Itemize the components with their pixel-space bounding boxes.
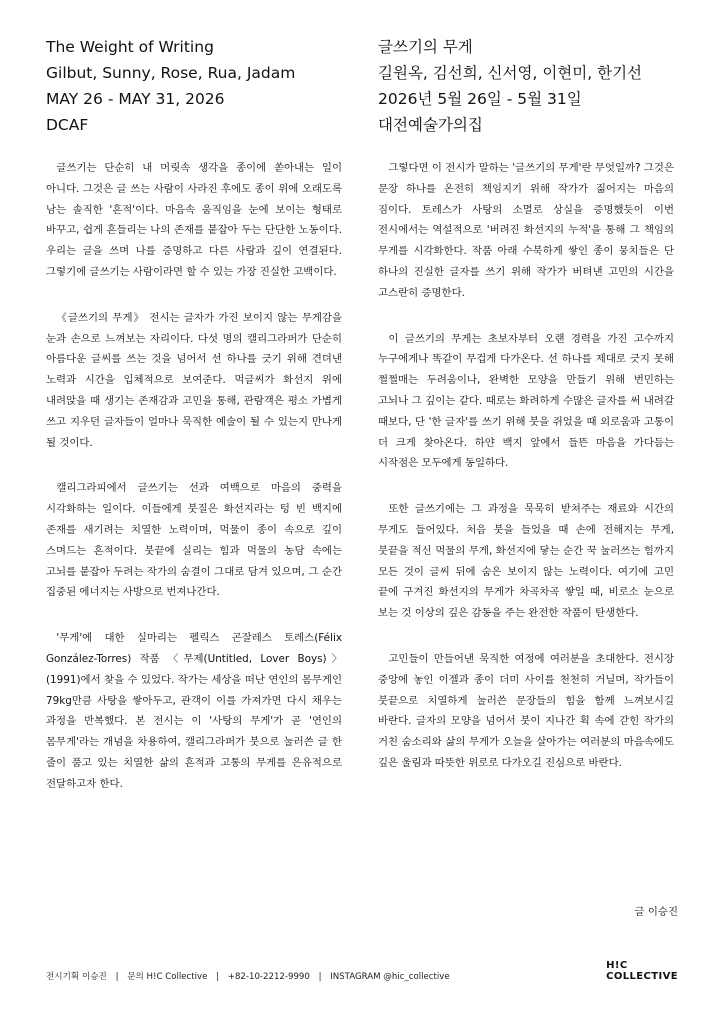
paragraph: '무게'에 대한 실마리는 펠릭스 곤잘레스 토레스(Félix González-Torres) 작품 〈무제(Untitled, Lover Boys)〉(1991)에서 찾을 수 있었다. 작가는 세상을 떠난 연인의 몸무게인 79kg만큼 사탕을 쌓아두고, 관객이 이를 가져가면 다시 채우는 과정을 반복했다. 본 전시는 이 '사탕의 무게'가 곧 '연인의 몸무게'라는 개념을 차용하여, 캘리그라퍼가 붓으로 눌러쓴 글 한 줄이 품고 있는 치열한 삶의 흔적과 고통의 무게를 은유적으로 전달하고자 한다. — [46, 632, 342, 790]
paragraph: 《글쓰기의 무게》 전시는 글자가 가진 보이지 않는 무게감을 눈과 손으로 느껴보는 자리이다. 다섯 명의 캘리그라퍼가 단순히 아름다운 글씨를 쓰는 것을 넘어서 선 하나를 긋기 위해 견뎌낸 노력과 시간을 입체적으로 보여준다. 먹글씨가 화선지 위에 내려앉을 때 생기는 존재감과 고민을 통해, 관람객은 평소 가볍게 쓰고 지우던 글자들이 얼마나 묵직한 예술이 될 수 있는지 만나게 될 것이다. — [46, 311, 342, 449]
artists-ko: 길원옥, 김선희, 신서영, 이현미, 한기선 — [378, 64, 643, 82]
venue-ko: 대전예술가의집 — [378, 116, 483, 134]
venue-en: DCAF — [46, 116, 89, 134]
exhibition-title-en: The Weight of Writing — [46, 38, 214, 56]
footer-separator: | — [115, 972, 119, 982]
footer-phone: +82-10-2212-9990 — [227, 972, 310, 982]
paragraph: 그렇다면 이 전시가 말하는 '글쓰기의 무게'란 무엇일까? 그것은 문장 하나를 온전히 책임지기 위해 작가가 짊어지는 마음의 짐이다. 토레스가 사탕의 소멸로 상실을 증명했듯이 이번 전시에서는 역설적으로 '버려진 화선지의 누적'을 통해 그 책임의 무게를 시각화한다. 작품 아래 수북하게 쌓인 종이 뭉치들은 단 하나의 진실한 글자를 쓰기 위해 작가가 버텨낸 고민의 시간을 고스란히 증명한다. — [378, 162, 674, 299]
paragraph: 또한 글쓰기에는 그 과정을 묵묵히 받쳐주는 재료와 시간의 무게도 들어있다. 처음 붓을 들었을 때 손에 전해지는 무게, 붓끝을 적신 먹물의 무게, 화선지에 닿는 순간 꾹 눌러쓰는 힘까지 모든 것이 글씨 뒤에 숨은 보이지 않는 노력이다. 여기에 고민 끝에 구겨진 화선지의 무게가 차곡차곡 쌓일 때, 비로소 눈으로 보는 것 이상의 깊은 감동을 주는 완전한 작품이 탄생한다. — [378, 503, 674, 620]
dates-ko: 2026년 5월 26일 - 5월 31일 — [378, 90, 582, 108]
paragraph: 글쓰기는 단순히 내 머릿속 생각을 종이에 쏟아내는 일이 아니다. 그것은 글 쓰는 사람이 사라진 후에도 종이 위에 오래도록 남는 솔직한 '흔적'이다. 마음속 움직임을 눈에 보이는 형태로 바꾸고, 쉽게 흔들리는 나의 존재를 붙잡아 두는 단단한 노동이다. 우리는 글을 쓰며 나를 증명하고 다른 사람과 깊이 연결된다. 그렇기에 글쓰기는 사람이라면 할 수 있는 가장 진실한 고백이다. — [46, 162, 342, 278]
paragraph: 이 글쓰기의 무게는 초보자부터 오랜 경력을 가진 고수까지 누구에게나 똑같이 무겁게 다가온다. 선 하나를 제대로 긋지 못해 쩔쩔매는 두려움이나, 완벽한 모양을 만들기 위해 번민하는 고뇌나 그 깊이는 같다. 때로는 화려하게 수많은 글자를 써 내려갈 때보다, 단 '한 글자'를 쓰기 위해 붓을 쥐었을 때 외로움과 고통이 더 크게 찾아온다. 하얀 백지 앞에서 들뜬 마음을 가다듬는 시작점은 모두에게 동일하다. — [378, 332, 674, 470]
logo-line-1: H!C — [606, 960, 628, 971]
header-korean — [378, 34, 642, 138]
footer-planning: 전시기획 이승진 — [46, 972, 107, 982]
footer-contact: 문의 H!C Collective — [127, 972, 208, 982]
paragraph: 고민들이 만들어낸 묵직한 여정에 여러분을 초대한다. 전시장 중앙에 놓인 이젤과 종이 더미 사이를 천천히 거닐며, 작가들이 붓끝으로 치열하게 눌러쓴 문장들의 힘을 함께 느껴보시길 바란다. 글자의 모양을 넘어서 붓이 지나간 획 속에 갇힌 작가의 거친 숨소리와 삶의 무게가 오늘을 살아가는 여러분의 마음속에도 깊은 울림과 따뜻한 위로로 다가오길 진심으로 바란다. — [378, 652, 674, 769]
header-english — [46, 34, 295, 138]
dates-en: MAY 26 - MAY 31, 2026 — [46, 90, 225, 108]
footer — [46, 970, 450, 982]
artists-en: Gilbut, Sunny, Rose, Rua, Jadam — [46, 64, 296, 82]
footer-instagram: INSTAGRAM @hic_collective — [330, 972, 450, 982]
body-column-right — [378, 158, 674, 799]
paragraph: 캘리그라피에서 글쓰기는 선과 여백으로 마음의 중력을 시각화하는 일이다. 이들에게 붓질은 화선지라는 텅 빈 백지에 존재를 새기려는 치열한 노력이며, 먹물이 종이 속으로 깊이 스며드는 흔적이다. 붓끝에 실리는 힘과 먹물의 농담 속에는 고뇌를 붙잡아 두려는 작가의 숨결이 그대로 담겨 있으며, 그 순간 집중된 에너지는 사방으로 번져나간다. — [46, 482, 342, 599]
footer-separator: | — [216, 972, 220, 982]
logo-line-2: COLLECTIVE — [606, 971, 678, 982]
hic-collective-logo — [606, 960, 678, 982]
author-signature: 글 이승진 — [634, 906, 678, 918]
footer-separator: | — [318, 972, 322, 982]
body-column-left — [46, 158, 342, 820]
exhibition-title-ko: 글쓰기의 무게 — [378, 38, 473, 56]
